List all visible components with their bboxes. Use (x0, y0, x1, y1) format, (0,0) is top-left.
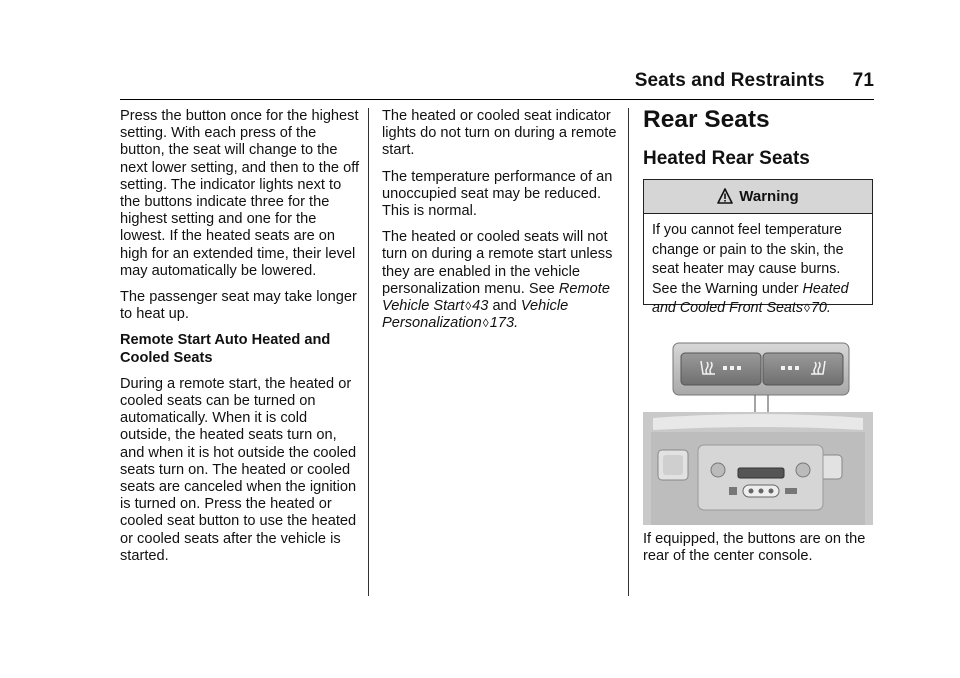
subheading: Remote Start Auto Heated and Cooled Seats (120, 332, 331, 366)
page-header (635, 70, 874, 92)
section-title: Seats and Restraints (634, 70, 825, 91)
figure-caption: If equipped, the buttons are on the rear of the center console. (643, 531, 866, 565)
page-ref-icon: ◊ (804, 301, 810, 315)
warning-header (644, 180, 872, 214)
page-ref-icon: ◊ (482, 316, 489, 331)
page-ref-number[interactable]: 43 (472, 298, 489, 315)
paragraph (382, 229, 620, 332)
column-divider-2 (628, 108, 629, 596)
link-vehicle-personalization[interactable]: Vehicle Personalization (382, 298, 569, 332)
link-heated-cooled-front-seats[interactable]: Heated and Cooled Front Seats (652, 280, 849, 316)
paragraph: The passenger seat may take longer to heat up. (120, 289, 357, 323)
column-2 (382, 108, 620, 341)
period: . (514, 315, 519, 332)
link-remote-vehicle-start[interactable]: Remote Vehicle Start (382, 280, 610, 315)
page-ref-number[interactable]: 173 (489, 315, 515, 332)
header-rule (120, 99, 874, 100)
warning-box (643, 179, 873, 316)
page-ref-number[interactable]: 70 (810, 300, 827, 316)
column-1 (120, 108, 360, 574)
warning-body: If you cannot feel temperature change or pain to the skin, the seat heater may cause burns. See the Warning under (652, 222, 844, 297)
paragraph: Press the button once for the highest setting. With each press of the button, the seat will change to the next lower setting, and then to the off setting. The indicator lights next to the buttons indicate three for the highest setting and one for the lowest. If the heated seats are on high for an extended time, their level may automatically be lowered. (120, 108, 360, 279)
paragraph: The heated or cooled seat indicator lights do not turn on during a remote start. (382, 108, 617, 159)
conjunction: and (492, 298, 517, 315)
rear-console-illustration (643, 340, 873, 525)
column-divider-1 (368, 108, 369, 596)
page-ref-icon: ◊ (465, 299, 472, 314)
subsection-heading: Heated Rear Seats (643, 148, 810, 169)
page-number: 71 (852, 70, 874, 91)
warning-text (644, 214, 872, 319)
period: . (826, 300, 831, 316)
warning-label: Warning (739, 188, 799, 205)
paragraph-text: The heated or cooled seats will not turn on during a remote start unless they are enabled in the vehicle personalization menu. See (382, 229, 613, 297)
section-heading: Rear Seats (643, 106, 770, 133)
warning-icon (717, 188, 733, 205)
paragraph: The temperature performance of an unoccupied seat may be reduced. This is normal. (382, 168, 613, 220)
paragraph: During a remote start, the heated or cooled seats can be turned on automatically. When it is cold outside, the heated seats turn on, and when it is hot outside the cooled seats turn on. The heated or cooled seats are canceled when the ignition is turned on. Press the heated or cooled seat button to use the heated or cooled seats after the vehicle is started. (120, 375, 357, 564)
